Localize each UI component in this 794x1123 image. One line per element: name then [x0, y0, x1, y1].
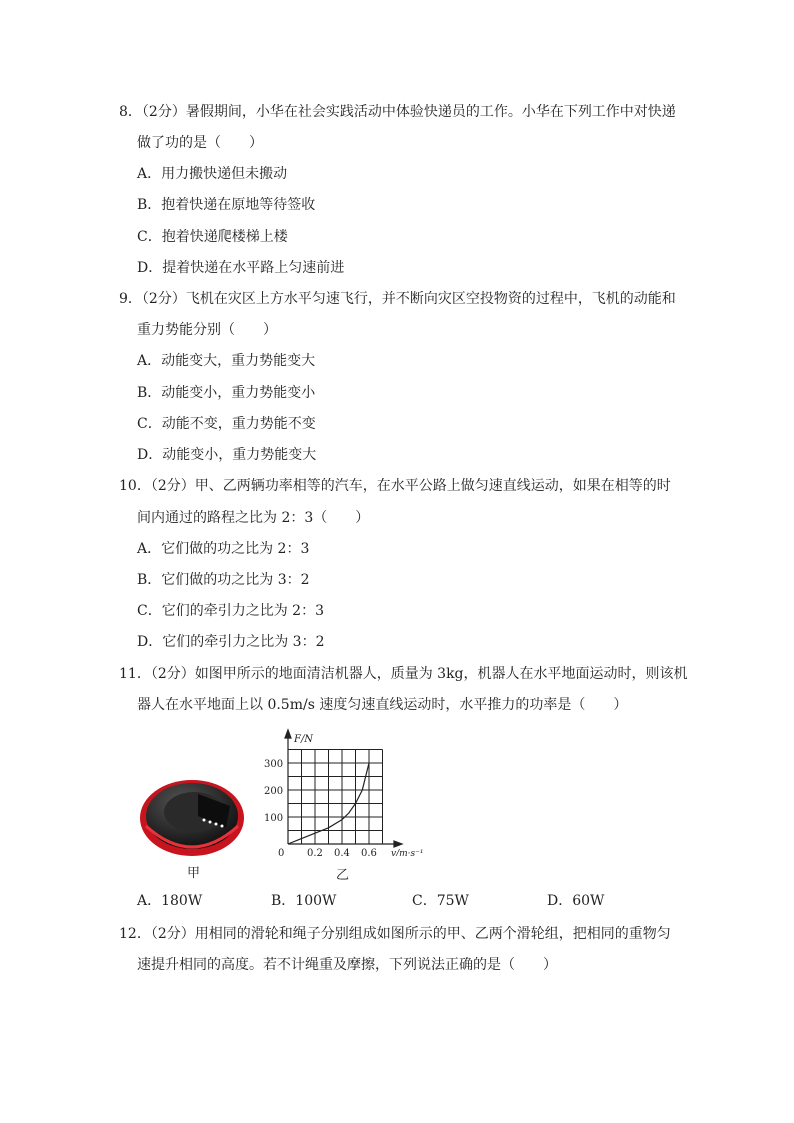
- x-tick-label: 0.6: [361, 848, 377, 856]
- question-11-option-b: B．100W: [271, 893, 337, 909]
- question-8-option-d: D．提着快递在水平路上匀速前进: [137, 260, 345, 276]
- question-11-option-c: C．75W: [412, 893, 469, 909]
- y-axis-label: F/N: [294, 734, 314, 745]
- question-10-option-b: B．它们做的功之比为 3：2: [137, 572, 310, 588]
- question-11-stem-cont: 器人在水平地面上以 0.5m/s 速度匀速直线运动时，水平推力的功率是（ ）: [137, 697, 628, 713]
- question-10-option-d: D．它们的牵引力之比为 3：2: [137, 634, 325, 650]
- x-tick-label: 0.4: [334, 848, 350, 856]
- question-11-option-a: A．180W: [137, 893, 203, 909]
- y-tick-label: 300: [264, 759, 284, 770]
- question-8-option-c: C．抱着快递爬楼梯上楼: [137, 229, 288, 245]
- question-9-option-d: D．动能变小，重力势能变大: [137, 447, 317, 463]
- question-8-stem: 8．（2分）暑假期间，小华在社会实践活动中体验快递员的工作。小华在下列工作中对快递: [119, 104, 676, 120]
- question-12-stem: 12．（2分）用相同的滑轮和绳子分别组成如图所示的甲、乙两个滑轮组，把相同的重物匀: [119, 926, 671, 942]
- fv-graph: [258, 728, 438, 856]
- x-axis-arrow: [394, 841, 402, 847]
- x-axis-label: v/m·s⁻¹: [391, 849, 424, 856]
- question-12-stem-cont: 速提升相同的高度。若不计绳重及摩擦，下列说法正确的是（ ）: [137, 957, 557, 973]
- question-10-stem: 10．（2分）甲、乙两辆功率相等的汽车，在水平公路上做匀速直线运动，如果在相等的时: [119, 478, 671, 494]
- question-10-option-c: C．它们的牵引力之比为 2：3: [137, 603, 324, 619]
- question-9-stem: 9．（2分）飞机在灾区上方水平匀速飞行，并不断向灾区空投物资的过程中，飞机的动能和: [119, 291, 676, 307]
- y-tick-label: 100: [264, 813, 284, 824]
- figure-yi-label: 乙: [336, 868, 350, 883]
- question-9-option-c: C．动能不变，重力势能不变: [137, 416, 316, 432]
- question-8-option-b: B．抱着快递在原地等待签收: [137, 197, 316, 213]
- question-9-option-a: A．动能变大，重力势能变大: [137, 353, 316, 369]
- robot-figure: [138, 776, 246, 860]
- question-11-option-d: D．60W: [547, 893, 605, 909]
- question-10-option-a: A．它们做的功之比为 2：3: [137, 541, 310, 557]
- y-tick-label: 200: [264, 786, 284, 797]
- question-11-stem: 11．（2分）如图甲所示的地面清洁机器人，质量为 3kg，机器人在水平地面运动时，则该机: [119, 666, 688, 682]
- y-axis-arrow: [285, 730, 291, 738]
- question-9-option-b: B．动能变小，重力势能变小: [137, 385, 316, 401]
- robot-vacuum-image: [138, 776, 246, 860]
- graph-axes: [285, 730, 402, 847]
- question-8-option-a: A．用力搬快递但未搬动: [137, 166, 288, 182]
- question-8-stem-cont: 做了功的是（ ）: [137, 135, 263, 151]
- question-9-stem-cont: 重力势能分别（ ）: [137, 322, 277, 338]
- question-10-stem-cont: 间内通过的路程之比为 2：3（ ）: [137, 510, 370, 526]
- x-tick-label: 0.2: [307, 848, 323, 856]
- figure-jia-label: 甲: [187, 866, 201, 881]
- x-tick-label: 0: [278, 848, 285, 856]
